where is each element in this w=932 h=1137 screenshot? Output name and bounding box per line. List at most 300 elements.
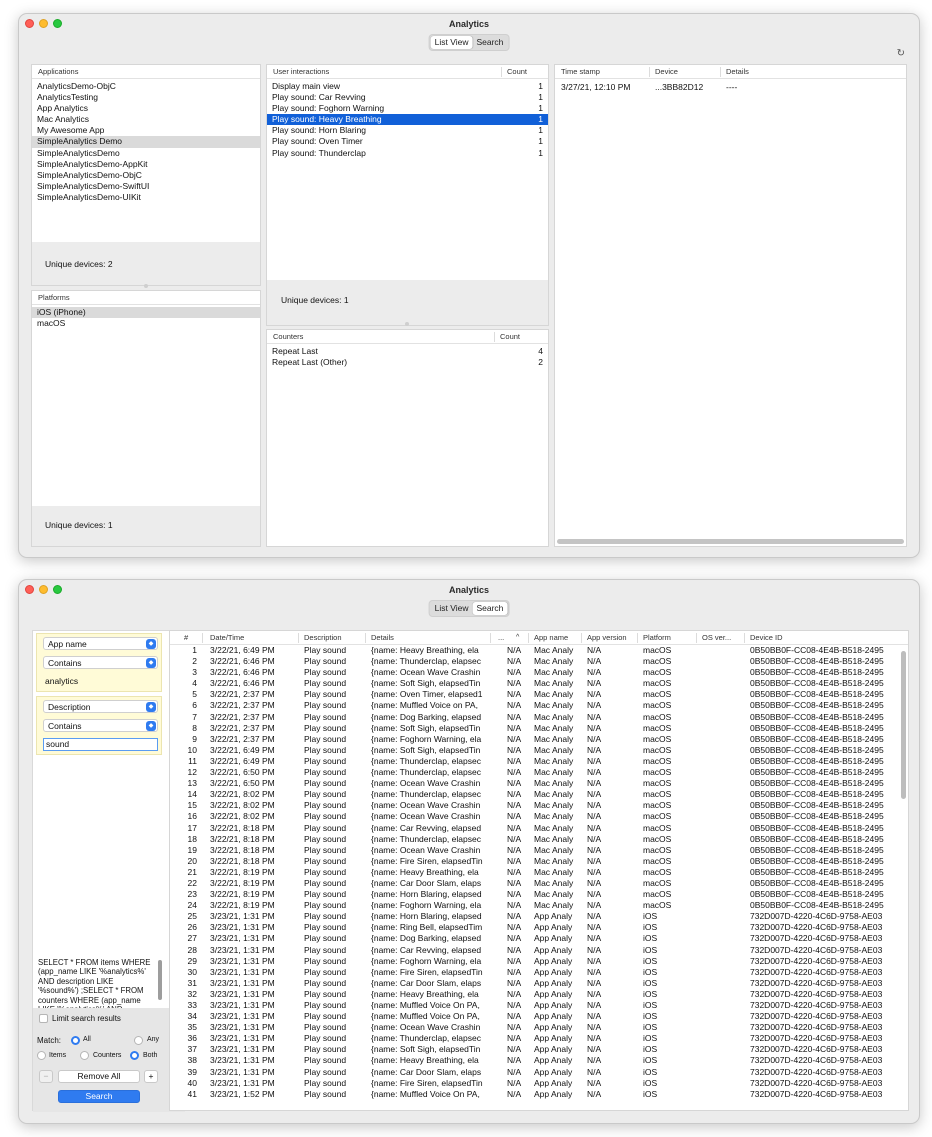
table-row[interactable] <box>170 1044 908 1055</box>
row-app-version: N/A <box>587 955 602 966</box>
row-description: Play sound <box>304 811 347 822</box>
row-date: 3/23/21, 1:31 PM <box>210 1011 275 1022</box>
row-app-name: App Analy <box>534 988 573 999</box>
table-row[interactable] <box>170 1055 908 1066</box>
row-date: 3/23/21, 1:31 PM <box>210 1066 275 1077</box>
table-row[interactable] <box>170 1067 908 1078</box>
row-description: Play sound <box>304 889 347 900</box>
row-date: 3/23/21, 1:31 PM <box>210 933 275 944</box>
table-row[interactable] <box>170 900 908 911</box>
row-details: {name: Ocean Wave Crashin <box>371 667 481 678</box>
table-row[interactable] <box>170 678 908 689</box>
row-details: {name: Thunderclap, elapsec <box>371 755 481 766</box>
row-date: 3/22/21, 6:46 PM <box>210 656 275 667</box>
counter-row[interactable] <box>267 357 548 368</box>
row-date: 3/23/21, 1:31 PM <box>210 1022 275 1033</box>
remove-condition-button[interactable]: − <box>39 1070 53 1083</box>
row-extra: N/A <box>507 1000 522 1010</box>
row-platform: macOS <box>643 755 672 766</box>
interaction-count: 1 <box>538 103 543 114</box>
row-date: 3/22/21, 6:46 PM <box>210 678 275 689</box>
row-platform: iOS <box>643 911 658 922</box>
row-app-version: N/A <box>587 678 602 689</box>
tab-list-view[interactable]: List View <box>434 603 469 613</box>
application-item[interactable]: SimpleAnalyticsDemo-SwiftUI <box>37 180 150 191</box>
column-header-details[interactable]: Details <box>371 633 394 642</box>
tab-search[interactable]: Search <box>476 37 504 47</box>
row-app-version: N/A <box>587 711 602 722</box>
row-extra: N/A <box>507 711 522 722</box>
row-details: {name: Thunderclap, elapsec <box>371 1033 481 1044</box>
table-row[interactable] <box>170 989 908 1000</box>
row-number: 21 <box>187 866 197 877</box>
user-interactions-panel <box>266 64 549 326</box>
user-interactions-header <box>267 65 548 79</box>
interaction-row[interactable] <box>267 125 548 136</box>
row-extra: N/A <box>507 744 522 755</box>
row-platform: iOS <box>643 1077 658 1088</box>
split-divider-handle[interactable] <box>144 284 148 288</box>
row-details: {name: Car Revving, elapsed <box>371 822 482 833</box>
match-any-radio[interactable] <box>134 1036 143 1045</box>
column-header-device-id[interactable]: Device ID <box>750 633 783 642</box>
column-header-truncated[interactable]: ... <box>498 633 505 642</box>
row-description: Play sound <box>304 855 347 866</box>
platform-item[interactable]: macOS <box>37 318 66 329</box>
interaction-row[interactable] <box>267 103 548 114</box>
table-row[interactable] <box>170 767 908 778</box>
table-row[interactable] <box>170 911 908 922</box>
row-date: 3/23/21, 1:31 PM <box>210 911 275 922</box>
row-extra: N/A <box>507 900 522 911</box>
table-row[interactable] <box>170 967 908 978</box>
row-description: Play sound <box>304 1011 347 1022</box>
counters-header-label: Counters <box>273 332 304 341</box>
row-platform: macOS <box>643 822 672 833</box>
details-row[interactable] <box>555 82 906 93</box>
table-row[interactable] <box>170 656 908 667</box>
table-row[interactable] <box>170 756 908 767</box>
scope-both-radio[interactable] <box>130 1051 139 1060</box>
row-description: Play sound <box>304 955 347 966</box>
horizontal-scrollbar[interactable] <box>557 539 904 544</box>
row-date: 3/23/21, 1:31 PM <box>210 1000 275 1010</box>
value-input-focused[interactable]: sound <box>43 738 158 751</box>
row-app-version: N/A <box>587 1077 602 1088</box>
row-extra: N/A <box>507 911 522 922</box>
row-app-version: N/A <box>587 822 602 833</box>
counter-row[interactable] <box>267 346 548 357</box>
application-item[interactable]: SimpleAnalyticsDemo-UIKit <box>37 191 141 202</box>
table-row[interactable] <box>170 867 908 878</box>
row-platform: iOS <box>643 955 658 966</box>
row-app-version: N/A <box>587 1066 602 1077</box>
row-app-name: Mac Analy <box>534 678 574 689</box>
row-details: {name: Ocean Wave Crashin <box>371 811 481 822</box>
row-app-version: N/A <box>587 977 602 988</box>
table-row[interactable] <box>170 856 908 867</box>
row-device-id: 0B50BB0F-CC08-4E4B-B518-2495 <box>750 700 884 711</box>
row-description: Play sound <box>304 922 347 933</box>
row-number: 37 <box>187 1044 197 1055</box>
table-row[interactable] <box>170 956 908 967</box>
row-app-name: Mac Analy <box>534 667 574 678</box>
row-number: 9 <box>192 733 197 744</box>
table-row[interactable] <box>170 945 908 956</box>
row-device-id: 732D007D-4220-4C6D-9758-AE03 <box>750 911 883 922</box>
row-device-id: 0B50BB0F-CC08-4E4B-B518-2495 <box>750 667 884 678</box>
interaction-row[interactable] <box>267 81 548 92</box>
table-row[interactable] <box>170 978 908 989</box>
scope-both-label: Both <box>143 1052 158 1059</box>
platforms-panel <box>31 290 261 547</box>
field-popup[interactable] <box>43 637 158 650</box>
scope-items-label: Items <box>49 1052 67 1059</box>
table-row[interactable] <box>170 1000 908 1011</box>
row-description: Play sound <box>304 755 347 766</box>
row-date: 3/23/21, 1:31 PM <box>210 955 275 966</box>
row-device-id: 0B50BB0F-CC08-4E4B-B518-2495 <box>750 656 884 667</box>
row-extra: N/A <box>507 800 522 811</box>
row-app-name: App Analy <box>534 1011 573 1022</box>
interaction-count: 1 <box>538 114 543 125</box>
row-details: {name: Dog Barking, elapsed <box>371 711 482 722</box>
row-extra: N/A <box>507 955 522 966</box>
row-details: {name: Ring Bell, elapsedTim <box>371 922 483 933</box>
results-header <box>170 631 908 645</box>
row-date: 3/23/21, 1:31 PM <box>210 1044 275 1055</box>
value-input[interactable]: analytics <box>45 676 79 686</box>
application-item[interactable]: SimpleAnalyticsDemo-AppKit <box>37 158 148 169</box>
row-details: {name: Soft Sigh, elapsedTin <box>371 678 481 689</box>
split-divider-handle[interactable] <box>405 322 409 326</box>
row-app-name: App Analy <box>534 1033 573 1044</box>
row-extra: N/A <box>507 767 522 778</box>
row-details: {name: Oven Timer, elapsed1 <box>371 689 483 700</box>
sort-ascending-icon: ^ <box>516 634 520 641</box>
timestamp-column-header[interactable]: Time stamp <box>561 67 600 76</box>
row-app-version: N/A <box>587 922 602 933</box>
row-extra: N/A <box>507 988 522 999</box>
row-device-id: 0B50BB0F-CC08-4E4B-B518-2495 <box>750 855 884 866</box>
chevron-updown-icon: ◆ <box>146 639 156 649</box>
row-app-version: N/A <box>587 722 602 733</box>
row-details: {name: Heavy Breathing, ela <box>371 866 479 877</box>
row-app-name: Mac Analy <box>534 789 574 800</box>
row-description: Play sound <box>304 722 347 733</box>
table-row[interactable] <box>170 1033 908 1044</box>
table-row[interactable] <box>170 700 908 711</box>
table-row[interactable] <box>170 789 908 800</box>
row-platform: macOS <box>643 811 672 822</box>
search-controls <box>33 1008 185 1112</box>
table-row[interactable] <box>170 1022 908 1033</box>
row-description: Play sound <box>304 1077 347 1088</box>
table-row[interactable] <box>170 1089 908 1100</box>
row-details: {name: Dog Barking, elapsed <box>371 933 482 944</box>
row-description: Play sound <box>304 1044 347 1055</box>
results-rows <box>170 645 908 1110</box>
user-interactions-list <box>267 79 548 159</box>
application-item[interactable]: AnalyticsDemo-ObjC <box>37 81 116 91</box>
row-number: 33 <box>187 1000 197 1010</box>
row-extra: N/A <box>507 966 522 977</box>
row-platform: macOS <box>643 844 672 855</box>
table-row[interactable] <box>170 834 908 845</box>
table-row[interactable] <box>170 933 908 944</box>
row-date: 3/23/21, 1:31 PM <box>210 988 275 999</box>
scope-counters-radio[interactable] <box>80 1051 89 1060</box>
row-date: 3/23/21, 1:31 PM <box>210 922 275 933</box>
row-details: {name: Muffled Voice on PA, <box>371 700 478 711</box>
row-date: 3/22/21, 2:37 PM <box>210 700 275 711</box>
row-details: {name: Heavy Breathing, ela <box>371 988 479 999</box>
counter-count: 2 <box>538 357 543 368</box>
column-header-number[interactable]: # <box>184 633 189 642</box>
row-details: {name: Thunderclap, elapsec <box>371 789 481 800</box>
row-number: 7 <box>192 711 197 722</box>
row-extra: N/A <box>507 1077 522 1088</box>
row-device-id: 0B50BB0F-CC08-4E4B-B518-2495 <box>750 844 884 855</box>
application-item[interactable]: Mac Analytics <box>37 114 89 125</box>
limit-results-checkbox[interactable] <box>39 1014 48 1023</box>
table-row[interactable] <box>170 811 908 822</box>
table-row[interactable] <box>170 800 908 811</box>
row-device-id: 0B50BB0F-CC08-4E4B-B518-2495 <box>750 811 884 822</box>
row-date: 3/22/21, 6:50 PM <box>210 767 275 778</box>
device-column-header[interactable]: Device <box>655 67 678 76</box>
match-all-radio[interactable] <box>71 1036 80 1045</box>
operator-popup[interactable] <box>43 656 158 669</box>
row-device-id: 732D007D-4220-4C6D-9758-AE03 <box>750 1033 883 1044</box>
details-text: ---- <box>726 82 738 92</box>
row-app-version: N/A <box>587 1044 602 1055</box>
column-header-platform[interactable]: Platform <box>643 633 671 642</box>
row-number: 41 <box>187 1088 197 1099</box>
field-popup[interactable] <box>43 700 158 713</box>
row-app-version: N/A <box>587 1000 602 1010</box>
column-header-description[interactable]: Description <box>304 633 342 642</box>
interaction-row[interactable] <box>267 136 548 147</box>
row-platform: macOS <box>643 855 672 866</box>
limit-results-label: Limit search results <box>52 1014 121 1023</box>
platforms-header-label: Platforms <box>38 293 70 302</box>
row-date: 3/22/21, 8:18 PM <box>210 844 275 855</box>
row-app-name: Mac Analy <box>534 755 574 766</box>
row-number: 11 <box>188 755 197 766</box>
table-row[interactable] <box>170 689 908 700</box>
row-app-name: App Analy <box>534 1022 573 1033</box>
row-extra: N/A <box>507 645 522 655</box>
user-interactions-unique-devices: Unique devices: 1 <box>281 295 349 305</box>
row-description: Play sound <box>304 1055 347 1066</box>
interaction-row-selected[interactable] <box>267 114 548 125</box>
row-app-version: N/A <box>587 855 602 866</box>
vertical-scrollbar[interactable] <box>901 651 906 799</box>
row-details: {name: Soft Sigh, elapsedTin <box>371 722 481 733</box>
row-app-name: Mac Analy <box>534 866 574 877</box>
tab-search[interactable]: Search <box>472 602 507 615</box>
application-item-selected[interactable]: SimpleAnalytics Demo <box>32 136 260 147</box>
search-button[interactable]: Search <box>58 1090 140 1103</box>
row-description: Play sound <box>304 800 347 811</box>
row-platform: iOS <box>643 1033 658 1044</box>
row-description: Play sound <box>304 645 347 655</box>
table-row[interactable] <box>170 1011 908 1022</box>
user-interactions-count-header: Count <box>507 67 528 76</box>
row-device-id: 0B50BB0F-CC08-4E4B-B518-2495 <box>750 866 884 877</box>
row-details: {name: Soft Sigh, elapsedTin <box>371 744 481 755</box>
operator-popup-value: Contains <box>48 721 82 731</box>
row-number: 5 <box>192 689 197 700</box>
match-all-label: All <box>83 1036 91 1043</box>
application-item[interactable]: AnalyticsTesting <box>37 92 98 103</box>
row-device-id: 0B50BB0F-CC08-4E4B-B518-2495 <box>750 645 884 655</box>
add-condition-button[interactable]: + <box>144 1070 158 1083</box>
table-row[interactable] <box>170 1078 908 1089</box>
refresh-icon[interactable]: ↻ <box>896 48 905 59</box>
match-any-label: Any <box>147 1036 160 1043</box>
row-description: Play sound <box>304 988 347 999</box>
table-row[interactable] <box>170 845 908 856</box>
table-row[interactable] <box>170 734 908 745</box>
remove-all-button[interactable]: Remove All <box>58 1070 140 1083</box>
row-device-id: 732D007D-4220-4C6D-9758-AE03 <box>750 1088 883 1099</box>
row-description: Play sound <box>304 767 347 778</box>
user-interactions-footer <box>267 280 548 325</box>
view-switcher <box>429 600 510 617</box>
row-app-name: App Analy <box>534 933 573 944</box>
platforms-header <box>32 291 260 305</box>
row-app-name: Mac Analy <box>534 889 574 900</box>
row-number: 17 <box>187 822 197 833</box>
interaction-count: 1 <box>538 92 543 103</box>
row-device-id: 0B50BB0F-CC08-4E4B-B518-2495 <box>750 822 884 833</box>
details-column-header[interactable]: Details <box>726 67 749 76</box>
row-app-version: N/A <box>587 800 602 811</box>
row-app-version: N/A <box>587 944 602 955</box>
row-number: 4 <box>192 678 197 689</box>
row-app-name: Mac Analy <box>534 711 574 722</box>
row-app-name: Mac Analy <box>534 744 574 755</box>
row-app-name: App Analy <box>534 944 573 955</box>
row-platform: macOS <box>643 744 672 755</box>
row-date: 3/22/21, 8:02 PM <box>210 811 275 822</box>
row-app-name: App Analy <box>534 1077 573 1088</box>
row-platform: iOS <box>643 988 658 999</box>
title-bar <box>19 580 919 600</box>
sql-scrollbar[interactable] <box>158 960 162 1000</box>
row-app-version: N/A <box>587 645 602 655</box>
title-bar <box>19 14 919 34</box>
row-extra: N/A <box>507 933 522 944</box>
row-number: 19 <box>187 844 197 855</box>
platform-item-selected[interactable]: iOS (iPhone) <box>32 307 260 318</box>
row-details: {name: Heavy Breathing, ela <box>371 1055 479 1066</box>
application-item[interactable]: App Analytics <box>37 103 89 114</box>
row-description: Play sound <box>304 689 347 700</box>
scope-items-radio[interactable] <box>37 1051 46 1060</box>
table-row[interactable] <box>170 712 908 723</box>
row-number: 35 <box>187 1022 197 1033</box>
table-row[interactable] <box>170 645 908 656</box>
interaction-row[interactable] <box>267 148 548 159</box>
interaction-row[interactable] <box>267 92 548 103</box>
table-row[interactable] <box>170 778 908 789</box>
row-description: Play sound <box>304 744 347 755</box>
tab-list-view[interactable]: List View <box>431 36 473 49</box>
row-extra: N/A <box>507 722 522 733</box>
row-number: 16 <box>187 811 197 822</box>
row-number: 23 <box>187 889 197 900</box>
column-header-os-version[interactable]: OS ver... <box>702 633 732 642</box>
row-device-id: 0B50BB0F-CC08-4E4B-B518-2495 <box>750 778 884 789</box>
row-details: {name: Fire Siren, elapsedTin <box>371 1077 483 1088</box>
row-extra: N/A <box>507 678 522 689</box>
row-number: 30 <box>187 966 197 977</box>
row-app-name: Mac Analy <box>534 656 574 667</box>
row-device-id: 0B50BB0F-CC08-4E4B-B518-2495 <box>750 900 884 911</box>
row-platform: iOS <box>643 977 658 988</box>
column-header-date[interactable]: Date/Time <box>210 633 245 642</box>
row-app-name: Mac Analy <box>534 822 574 833</box>
row-number: 25 <box>187 911 197 922</box>
row-app-version: N/A <box>587 744 602 755</box>
application-item[interactable]: My Awesome App <box>37 125 105 136</box>
row-app-name: App Analy <box>534 966 573 977</box>
row-extra: N/A <box>507 700 522 711</box>
column-header-app-version[interactable]: App version <box>587 633 627 642</box>
row-device-id: 0B50BB0F-CC08-4E4B-B518-2495 <box>750 744 884 755</box>
application-item[interactable]: SimpleAnalyticsDemo <box>37 147 120 158</box>
row-description: Play sound <box>304 844 347 855</box>
row-description: Play sound <box>304 1066 347 1077</box>
table-row[interactable] <box>170 745 908 756</box>
row-details: {name: Ocean Wave Crashin <box>371 844 481 855</box>
row-extra: N/A <box>507 1055 522 1066</box>
table-row[interactable] <box>170 667 908 678</box>
row-extra: N/A <box>507 944 522 955</box>
table-row[interactable] <box>170 723 908 734</box>
operator-popup[interactable] <box>43 719 158 732</box>
row-platform: macOS <box>643 866 672 877</box>
platforms-footer <box>32 506 260 546</box>
row-number: 31 <box>187 977 197 988</box>
row-app-name: App Analy <box>534 1044 573 1055</box>
row-platform: macOS <box>643 711 672 722</box>
row-date: 3/22/21, 8:02 PM <box>210 800 275 811</box>
table-row[interactable] <box>170 922 908 933</box>
row-date: 3/22/21, 2:37 PM <box>210 689 275 700</box>
application-item[interactable]: SimpleAnalyticsDemo-ObjC <box>37 169 142 180</box>
row-app-name: Mac Analy <box>534 689 574 700</box>
row-device-id: 732D007D-4220-4C6D-9758-AE03 <box>750 933 883 944</box>
table-row[interactable] <box>170 889 908 900</box>
table-row[interactable] <box>170 878 908 889</box>
row-date: 3/22/21, 8:19 PM <box>210 889 275 900</box>
operator-popup-value: Contains <box>48 658 82 668</box>
interaction-name: Play sound: Thunderclap <box>272 147 366 158</box>
row-extra: N/A <box>507 689 522 700</box>
row-app-version: N/A <box>587 755 602 766</box>
row-app-version: N/A <box>587 966 602 977</box>
field-popup-value: Description <box>48 702 91 712</box>
table-row[interactable] <box>170 823 908 834</box>
row-device-id: 732D007D-4220-4C6D-9758-AE03 <box>750 922 883 933</box>
column-header-app-name[interactable]: App name <box>534 633 569 642</box>
scope-counters-label: Counters <box>93 1052 122 1059</box>
row-extra: N/A <box>507 1066 522 1077</box>
